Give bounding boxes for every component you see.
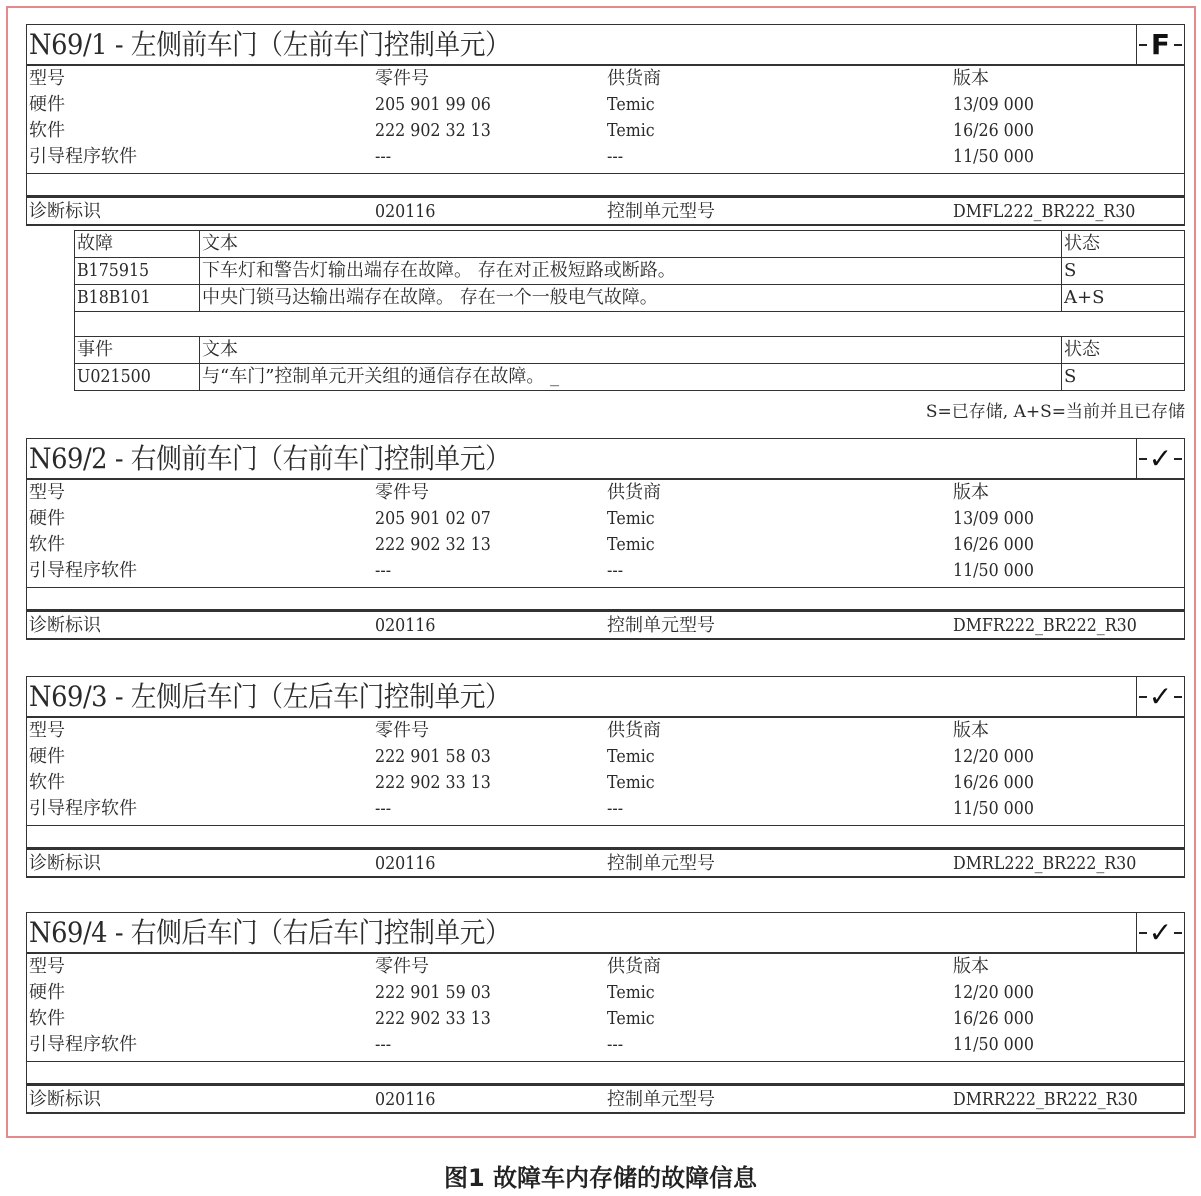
boot-supplier: --- (607, 146, 624, 167)
hardware-version: 12/20 000 (953, 746, 1034, 767)
hardware-supplier: Temic (607, 94, 655, 115)
ecu-type-label: 控制单元型号 (607, 1089, 715, 1110)
version-header: 版本 (953, 68, 989, 89)
version-info (26, 954, 1185, 1062)
status-indicator (1136, 677, 1184, 717)
boot-version: 11/50 000 (953, 1034, 1034, 1055)
ecu-type-label: 控制单元型号 (607, 615, 715, 636)
part-no-header: 零件号 (375, 956, 429, 977)
fault-code-header: 故障 (75, 231, 200, 258)
software-label: 软件 (29, 772, 65, 793)
fault-status-header: 状态 (1062, 231, 1185, 258)
software-supplier: Temic (607, 1008, 655, 1029)
boot-version: 11/50 000 (953, 798, 1034, 819)
fault-code: B18B101 (77, 287, 151, 308)
ecu-type-label: 控制单元型号 (607, 201, 715, 222)
table-row (75, 364, 1185, 391)
boot-label: 引导程序软件 (29, 560, 137, 581)
event-code-header: 事件 (75, 337, 200, 364)
type-header: 型号 (29, 68, 65, 89)
part-no-header: 零件号 (375, 68, 429, 89)
module-title: N69/1 - 左侧前车门（左前车门控制单元） (29, 28, 511, 61)
version-info (26, 480, 1185, 588)
module-header (26, 24, 1185, 66)
event-text: 与“车门”控制单元开关组的通信存在故障。 _ (200, 364, 1062, 391)
hardware-label: 硬件 (29, 982, 65, 1003)
table-row (75, 258, 1185, 285)
module-n69-2 (26, 438, 1185, 640)
diag-id: 020116 (375, 615, 436, 636)
version-info (26, 66, 1185, 174)
part-no-header: 零件号 (375, 720, 429, 741)
status-indicator (1136, 913, 1184, 953)
fault-code: B175915 (77, 260, 150, 281)
fault-text: 中央门锁马达输出端存在故障。 存在一个一般电气故障。 (200, 285, 1062, 312)
software-part: 222 902 33 13 (375, 772, 491, 793)
supplier-header: 供货商 (607, 482, 661, 503)
software-part: 222 902 32 13 (375, 534, 491, 555)
module-header (26, 912, 1185, 954)
diag-label: 诊断标识 (29, 853, 101, 874)
hardware-part: 222 901 59 03 (375, 982, 491, 1003)
type-header: 型号 (29, 482, 65, 503)
boot-part: --- (375, 146, 392, 167)
fault-text-header: 文本 (200, 231, 1062, 258)
module-header (26, 438, 1185, 480)
event-status-header: 状态 (1062, 337, 1185, 364)
hardware-part: 222 901 58 03 (375, 746, 491, 767)
module-n69-1 (26, 24, 1185, 226)
event-code: U021500 (77, 366, 151, 387)
fault-text: 下车灯和警告灯输出端存在故障。 存在对正极短路或断路。 (200, 258, 1062, 285)
boot-version: 11/50 000 (953, 560, 1034, 581)
fault-section (74, 230, 1185, 391)
software-version: 16/26 000 (953, 1008, 1034, 1029)
check-icon: ✓ (1148, 442, 1173, 475)
boot-supplier: --- (607, 1034, 624, 1055)
boot-supplier: --- (607, 560, 624, 581)
fault-status-icon: F (1150, 28, 1171, 61)
status-indicator (1136, 25, 1184, 65)
module-title: N69/4 - 右侧后车门（右后车门控制单元） (29, 916, 511, 949)
status-indicator (1136, 439, 1184, 479)
hardware-label: 硬件 (29, 746, 65, 767)
diag-row (26, 848, 1185, 878)
boot-version: 11/50 000 (953, 146, 1034, 167)
module-title: N69/3 - 左侧后车门（左后车门控制单元） (29, 680, 511, 713)
boot-label: 引导程序软件 (29, 146, 137, 167)
fault-status: S (1062, 258, 1185, 285)
boot-part: --- (375, 798, 392, 819)
event-text-header: 文本 (200, 337, 1062, 364)
software-label: 软件 (29, 534, 65, 555)
hardware-part: 205 901 99 06 (375, 94, 491, 115)
diag-label: 诊断标识 (29, 201, 101, 222)
part-no-header: 零件号 (375, 482, 429, 503)
hardware-version: 12/20 000 (953, 982, 1034, 1003)
software-part: 222 902 32 13 (375, 120, 491, 141)
module-title: N69/2 - 右侧前车门（右前车门控制单元） (29, 442, 511, 475)
version-header: 版本 (953, 482, 989, 503)
software-version: 16/26 000 (953, 534, 1034, 555)
module-n69-3 (26, 676, 1185, 878)
software-label: 软件 (29, 1008, 65, 1029)
ecu-type-label: 控制单元型号 (607, 853, 715, 874)
software-supplier: Temic (607, 120, 655, 141)
check-icon: ✓ (1148, 916, 1173, 949)
version-header: 版本 (953, 956, 989, 977)
hardware-supplier: Temic (607, 508, 655, 529)
ecu-type: DMFR222_BR222_R30 (953, 615, 1137, 636)
ecu-type: DMFL222_BR222_R30 (953, 201, 1136, 222)
boot-part: --- (375, 560, 392, 581)
hardware-label: 硬件 (29, 94, 65, 115)
event-table (74, 336, 1185, 391)
diag-row (26, 1084, 1185, 1114)
fault-table (74, 230, 1185, 312)
hardware-label: 硬件 (29, 508, 65, 529)
event-status: S (1062, 364, 1185, 391)
software-label: 软件 (29, 120, 65, 141)
supplier-header: 供货商 (607, 956, 661, 977)
diag-row (26, 196, 1185, 226)
software-version: 16/26 000 (953, 120, 1034, 141)
hardware-supplier: Temic (607, 982, 655, 1003)
type-header: 型号 (29, 956, 65, 977)
diag-label: 诊断标识 (29, 615, 101, 636)
hardware-version: 13/09 000 (953, 94, 1034, 115)
hardware-part: 205 901 02 07 (375, 508, 491, 529)
diag-id: 020116 (375, 853, 436, 874)
software-part: 222 902 33 13 (375, 1008, 491, 1029)
software-supplier: Temic (607, 534, 655, 555)
version-header: 版本 (953, 720, 989, 741)
table-row (75, 285, 1185, 312)
type-header: 型号 (29, 720, 65, 741)
supplier-header: 供货商 (607, 720, 661, 741)
supplier-header: 供货商 (607, 68, 661, 89)
diag-label: 诊断标识 (29, 1089, 101, 1110)
fault-status: A+S (1062, 285, 1185, 312)
module-header (26, 676, 1185, 718)
diag-id: 020116 (375, 201, 436, 222)
boot-label: 引导程序软件 (29, 798, 137, 819)
module-n69-4 (26, 912, 1185, 1114)
software-version: 16/26 000 (953, 772, 1034, 793)
check-icon: ✓ (1148, 680, 1173, 713)
boot-part: --- (375, 1034, 392, 1055)
ecu-type: DMRL222_BR222_R30 (953, 853, 1137, 874)
figure-caption: 图1 故障车内存储的故障信息 (443, 1164, 758, 1192)
software-supplier: Temic (607, 772, 655, 793)
hardware-supplier: Temic (607, 746, 655, 767)
hardware-version: 13/09 000 (953, 508, 1034, 529)
status-legend: S=已存储, A+S=当前并且已存储 (925, 402, 1185, 422)
diag-id: 020116 (375, 1089, 436, 1110)
ecu-type: DMRR222_BR222_R30 (953, 1089, 1138, 1110)
boot-supplier: --- (607, 798, 624, 819)
diag-row (26, 610, 1185, 640)
version-info (26, 718, 1185, 826)
boot-label: 引导程序软件 (29, 1034, 137, 1055)
